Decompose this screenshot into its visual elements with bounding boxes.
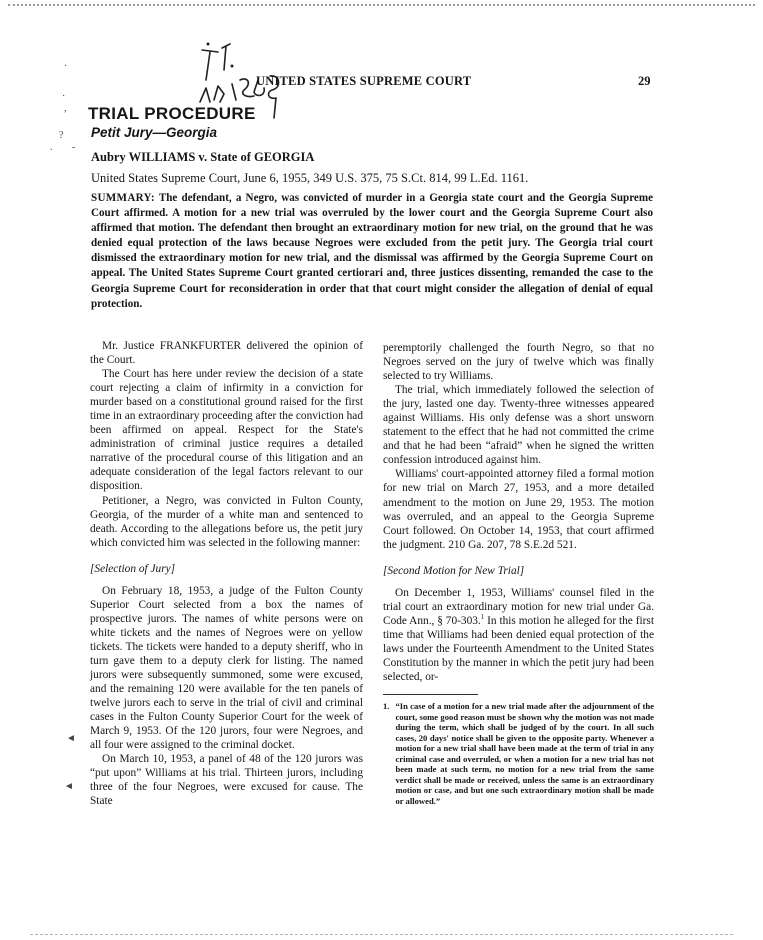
body-paragraph: Williams' court-appointed attorney filed a formal motion for new trial on March 27, 1953, and a more detailed amendment to the motion on June 29, 1953. The motion was overruled, and an appeal to the Georgia Supreme Court followed. On October 14, 1953, that court affirmed the judgment. 210 Ga. 207, 78 S.E.2d 521.: [383, 468, 654, 551]
section-subtitle: Petit Jury—Georgia: [91, 125, 218, 140]
scan-speck: .: [50, 142, 53, 153]
scan-speck: ·: [62, 91, 66, 102]
footnote-text: “In case of a motion for a new trial made after the adjournment of the court, some good reason must be shown why the motion was not made during the term, which shall be judged of by the court. In all such cases, 20 days' notice shall be given to the opposite party. Whenever a motion for a new trial shall have been made at the term of trial in any criminal case and overruled, or when a motion for a new trial has not been made at such term, no motion for a new trial from the same verdict shall be made or received, unless the same is an extraordinary motion or case, and but one such extraordinary motion shall be made or allowed.”: [395, 701, 654, 806]
case-citation: United States Supreme Court, June 6, 1955, 349 U.S. 375, 75 S.Ct. 814, 99 L.Ed. 1161.: [91, 171, 529, 185]
scan-speck: ·: [64, 61, 68, 72]
paragraph-text: On December 1, 1953, Williams' counsel filed in the trial court an extraordinary motion for new trial under Ga. Code Ann., § 70-303.: [383, 586, 654, 627]
footnote-reference: 1: [480, 613, 485, 622]
summary-label: SUMMARY:: [91, 192, 155, 204]
left-column: [90, 339, 363, 809]
scan-speck: ,: [64, 103, 67, 114]
running-head: UNITED STATES SUPREME COURT: [256, 74, 472, 88]
footnote-divider: [383, 694, 478, 695]
subheading-selection-of-jury: [Selection of Jury]: [90, 562, 176, 575]
case-summary: [91, 191, 653, 312]
summary-text: The defendant, a Negro, was convicted of murder in a Georgia state court and the Georgia Supreme Court affirmed. A motion for a new trial was overruled by the lower court and the Georgia Supreme Court also affirmed that motion. The defendant then brought an extraordinary motion for new trial, on the ground that he was denied equal protection of the laws because Negroes were excluded from the petit jury. The Georgia trial court dismissed the extraordinary motion for new trial, and the dismissal was affirmed by the Georgia Supreme Court on appeal. The United States Supreme Court granted certiorari and, three justices dissenting, remanded the case to the Georgia Supreme Court for reconsideration in order that that court might consider the allegation of denial of equal protection.: [91, 192, 654, 310]
body-paragraph: On March 10, 1953, a panel of 48 of the 120 jurors was “put upon” Williams at his trial. Thirteen jurors, including three of the four Negroes, were excused for cause. The State: [90, 753, 363, 808]
scan-speck: ?: [59, 130, 64, 141]
subheading-second-motion: [Second Motion for New Trial]: [383, 564, 525, 577]
body-paragraph: The Court has here under review the decision of a state court rejecting a claim of infirmity in a conviction for murder based on a constitutional ground raised for the first time in an extraordinary proceeding after the conviction had been affirmed on appeal. Respect for the State's administration of criminal justice requires a detailed narrative of the procedural course of this litigation and an adequate consideration of the legal factors relevant to our disposition.: [90, 368, 363, 493]
case-name: Aubry WILLIAMS v. State of GEORGIA: [91, 150, 315, 164]
page-number: 29: [638, 74, 651, 88]
scan-speck: -: [72, 142, 76, 153]
body-paragraph-continued: peremptorily challenged the fourth Negro, so that no Negroes served on the jury of twelve which was finally selected to try Williams.: [383, 342, 654, 383]
body-paragraph: On February 18, 1953, a judge of the Fulton County Superior Court selected from a box the names of prospective jurors. The names of white persons were on white tickets and the names of Negroes were on yellow tickets. The tickets were handed to a deputy sheriff, who in turn gave them to a deputy clerk for listing. The named jurors were subsequently summoned, some were excused, and the remaining 120 were available for the ten panels of twelve jurors each to serve in the trial of civil and criminal cases in the Fulton County Superior Court for the week of March 9, 1953. Of the 120 jurors, four were Negroes, and all four were assigned to the criminal docket.: [90, 584, 363, 752]
opinion-delivered-by: Mr. Justice FRANKFURTER delivered the opinion of the Court.: [90, 340, 363, 367]
scan-speck: ◄: [64, 781, 74, 792]
section-title: TRIAL PROCEDURE: [88, 104, 256, 123]
body-paragraph: Petitioner, a Negro, was convicted in Fulton County, Georgia, of the murder of a white man and sentenced to death. According to the allegations before us, the petit jury which convicted him was selected in the following manner:: [90, 494, 363, 549]
right-column: [383, 341, 654, 806]
scan-speck: ◄: [66, 733, 76, 744]
footnote: [383, 701, 654, 806]
paragraph-text: In this motion he alleged for the first time that Williams had been denied equal protection of the laws under the Fourteenth Amendment to the United States Constitution by the manner in which the petit jury had been selected, or-: [383, 614, 654, 684]
footnote-number: 1.: [383, 701, 390, 712]
body-paragraph: [383, 586, 654, 684]
scan-edge-top: [8, 4, 755, 6]
body-paragraph: The trial, which immediately followed the selection of the jury, lasted one day. Twenty-three witnesses appeared against Williams. His only defense was a short unsworn statement to the effect that he had not committed the crime and that he had been “afraid” when he signed the written confession introduced against him.: [383, 384, 654, 467]
scan-edge-bottom: [30, 934, 733, 935]
